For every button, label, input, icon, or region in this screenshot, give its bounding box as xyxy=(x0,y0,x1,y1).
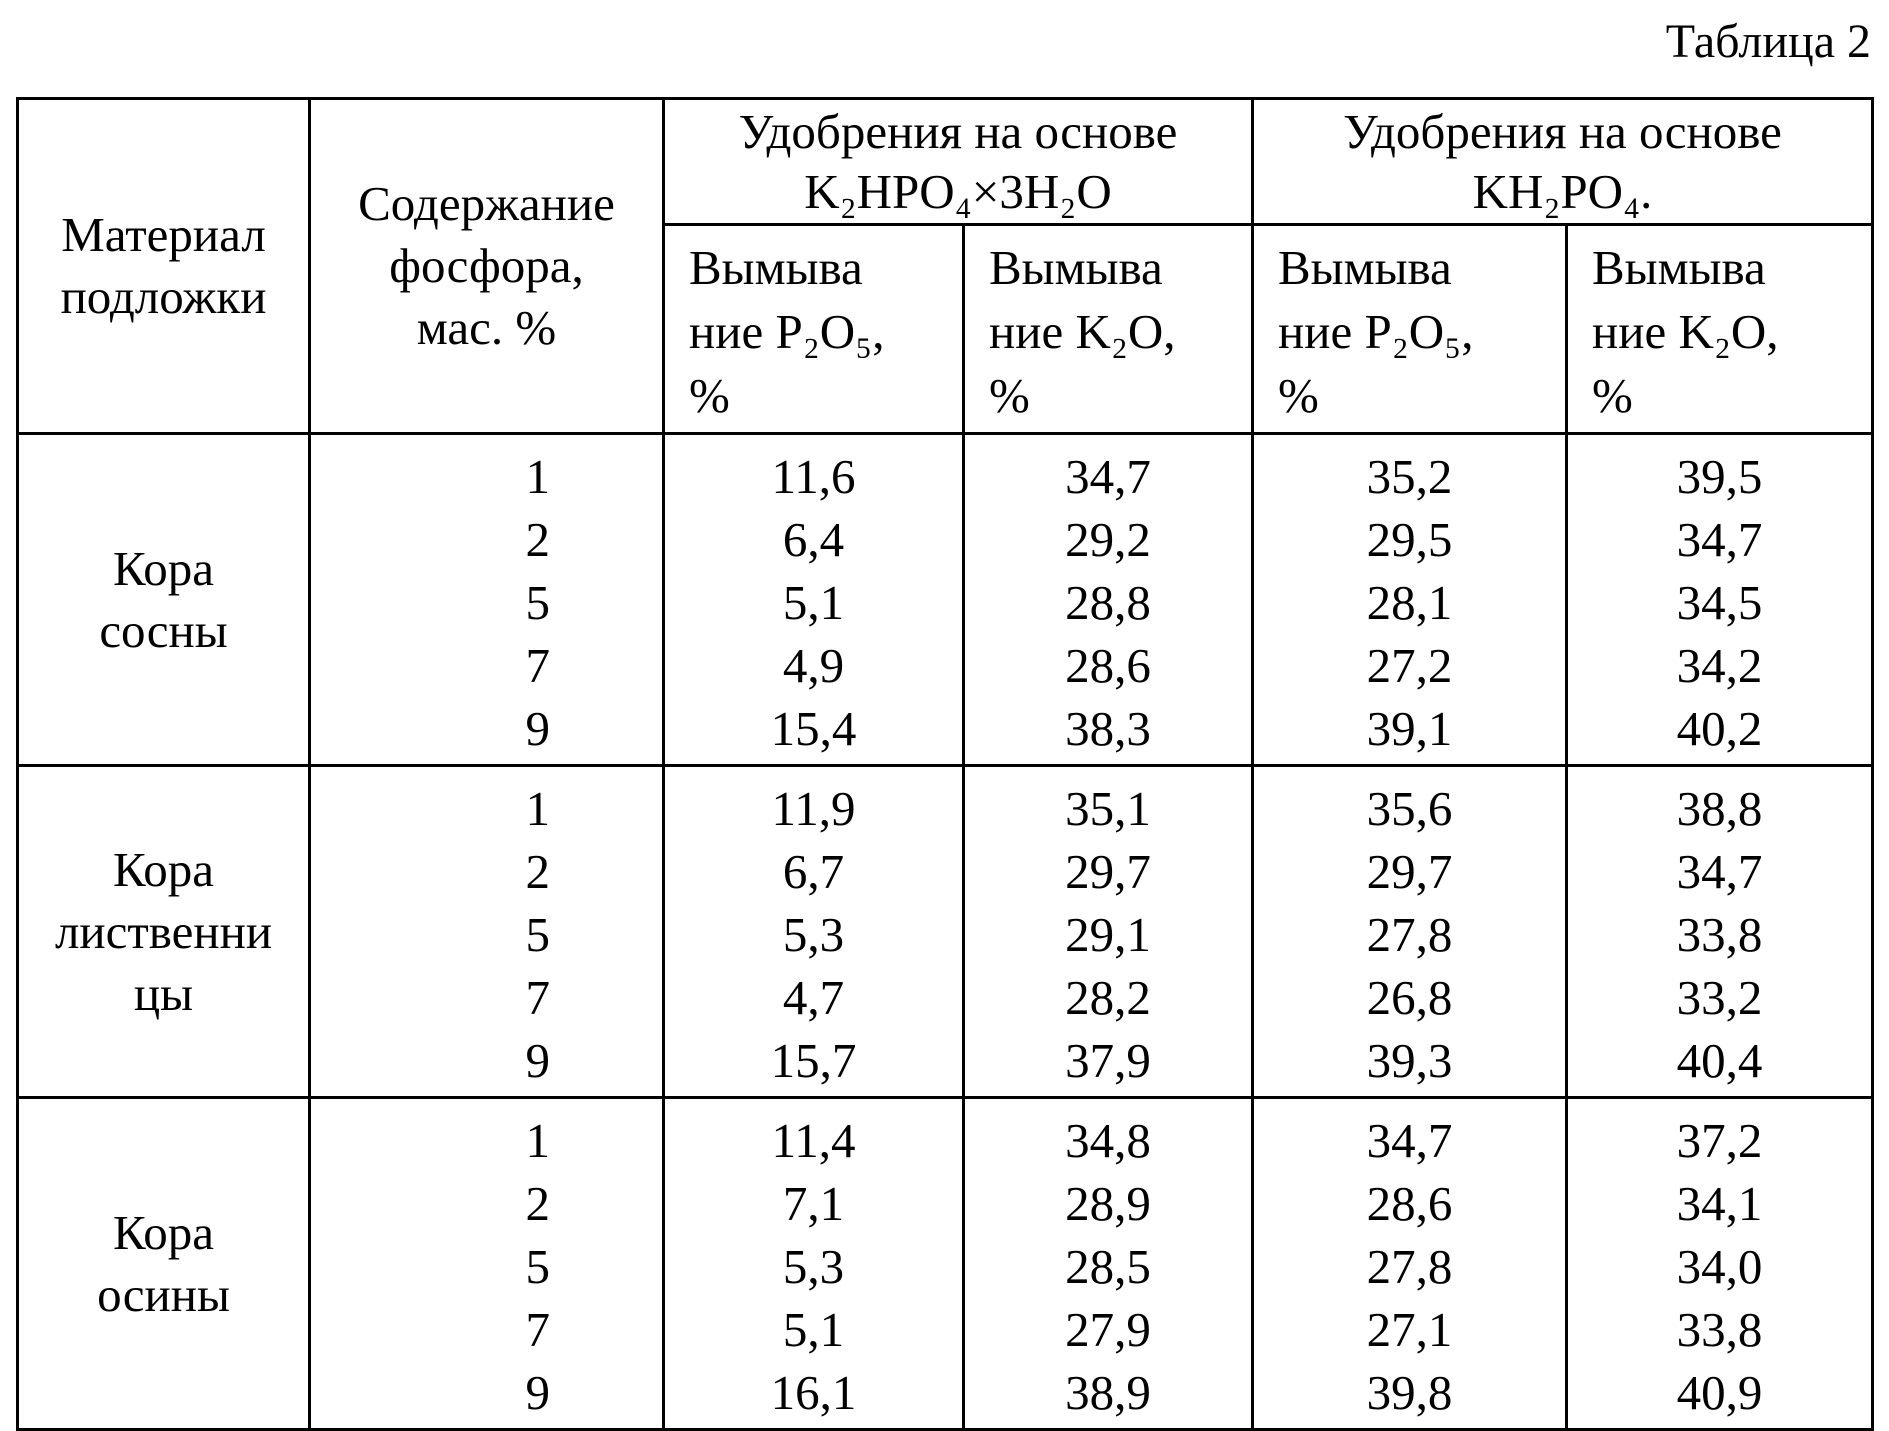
table-value: 28,6 xyxy=(1065,638,1151,693)
table-value: 39,3 xyxy=(1366,1033,1453,1088)
table-value: 39,8 xyxy=(1366,1365,1453,1420)
table-value: 28,8 xyxy=(1065,575,1151,630)
table-value: 34,2 xyxy=(1676,638,1763,693)
table-value: 40,2 xyxy=(1676,701,1763,756)
table-value: 33,8 xyxy=(1676,1302,1763,1357)
table-value: 27,1 xyxy=(1366,1302,1453,1357)
table-value: 40,4 xyxy=(1676,1033,1763,1088)
table-value: 34,8 xyxy=(1065,1113,1151,1168)
table-value: 1 xyxy=(525,1113,550,1168)
table-value: 16,1 xyxy=(770,1365,857,1420)
material-cell: Кора лиственни цы xyxy=(18,766,310,1098)
values-cell-g2-k2o xyxy=(1567,766,1873,1098)
table-value: 4,7 xyxy=(782,970,845,1025)
table-value: 6,7 xyxy=(782,844,845,899)
table-value: 33,8 xyxy=(1676,907,1763,962)
material-cell: Кора осины xyxy=(18,1098,310,1430)
values-cell-g1-k2o xyxy=(964,766,1253,1098)
table-value: 7 xyxy=(525,638,550,693)
values-cell-g1-k2o xyxy=(964,1098,1253,1430)
header-g1-p2o5: Вымыва ние P₂O₅, % xyxy=(664,225,964,434)
header-g1-k2o: Вымыва ние K₂O, % xyxy=(964,225,1253,434)
table-value: 15,4 xyxy=(770,701,857,756)
table-value: 28,6 xyxy=(1366,1176,1453,1231)
values-cell-g2-p2o5 xyxy=(1253,766,1567,1098)
table-value: 5,1 xyxy=(782,1302,845,1357)
table-value: 37,9 xyxy=(1065,1033,1151,1088)
table-value: 34,0 xyxy=(1676,1239,1763,1294)
table-row xyxy=(18,434,1873,766)
values-cell-g2-k2o xyxy=(1567,1098,1873,1430)
values-cell-phosphorus xyxy=(310,1098,664,1430)
table-value: 34,7 xyxy=(1065,449,1151,504)
table-value: 5,3 xyxy=(782,907,845,962)
table-value: 35,2 xyxy=(1366,449,1453,504)
table-row xyxy=(18,1098,1873,1430)
header-g2-k2o: Вымыва ние K₂O, % xyxy=(1567,225,1873,434)
table-value: 27,2 xyxy=(1366,638,1453,693)
values-cell-g2-p2o5 xyxy=(1253,434,1567,766)
table-value: 39,5 xyxy=(1676,449,1763,504)
table-value: 9 xyxy=(525,1033,550,1088)
table-value: 29,5 xyxy=(1366,512,1453,567)
table-value: 29,7 xyxy=(1065,844,1151,899)
table-value: 27,8 xyxy=(1366,907,1453,962)
table-value: 29,2 xyxy=(1065,512,1151,567)
table-value: 4,9 xyxy=(782,638,845,693)
table-value: 2 xyxy=(525,1176,550,1231)
table-value: 27,8 xyxy=(1366,1239,1453,1294)
table-value: 40,9 xyxy=(1676,1365,1763,1420)
table-value: 28,2 xyxy=(1065,970,1151,1025)
table-value: 34,5 xyxy=(1676,575,1763,630)
values-cell-g2-k2o xyxy=(1567,434,1873,766)
values-cell-g2-p2o5 xyxy=(1253,1098,1567,1430)
table-value: 5 xyxy=(525,575,550,630)
header-row-1 xyxy=(18,99,1873,225)
header-phosphorus: Содержание фосфора, мас. % xyxy=(310,99,664,434)
table-value: 27,9 xyxy=(1065,1302,1151,1357)
table-value: 35,6 xyxy=(1366,781,1453,836)
header-group-k2hpo4: Удобрения на основе K₂HPO₄×3H₂O xyxy=(664,99,1253,225)
table-value: 38,8 xyxy=(1676,781,1763,836)
table-value: 6,4 xyxy=(782,512,845,567)
table-value: 5,1 xyxy=(782,575,845,630)
table-value: 9 xyxy=(525,1365,550,1420)
values-cell-phosphorus xyxy=(310,434,664,766)
table-value: 34,7 xyxy=(1366,1113,1453,1168)
table-value: 29,1 xyxy=(1065,907,1151,962)
table-value: 39,1 xyxy=(1366,701,1453,756)
table-value: 7 xyxy=(525,1302,550,1357)
table-value: 11,9 xyxy=(771,781,856,836)
values-cell-g1-p2o5 xyxy=(664,434,964,766)
table-value: 28,1 xyxy=(1366,575,1453,630)
table-value: 1 xyxy=(525,781,550,836)
table-caption: Таблица 2 xyxy=(1665,15,1871,68)
material-cell: Кора сосны xyxy=(18,434,310,766)
table-value: 9 xyxy=(525,701,550,756)
values-cell-g1-k2o xyxy=(964,434,1253,766)
table-value: 11,6 xyxy=(771,449,856,504)
header-material: Материал подложки xyxy=(18,99,310,434)
data-table xyxy=(16,97,1874,1431)
values-cell-g1-p2o5 xyxy=(664,766,964,1098)
table-value: 34,1 xyxy=(1676,1176,1763,1231)
table-value: 7,1 xyxy=(782,1176,845,1231)
table-value: 26,8 xyxy=(1366,970,1453,1025)
table-value: 37,2 xyxy=(1676,1113,1763,1168)
values-cell-phosphorus xyxy=(310,766,664,1098)
header-g2-p2o5: Вымыва ние P₂O₅, % xyxy=(1253,225,1567,434)
table-value: 5 xyxy=(525,907,550,962)
header-group-kh2po4: Удобрения на основе KH₂PO₄. xyxy=(1253,99,1873,225)
table-value: 28,5 xyxy=(1065,1239,1151,1294)
table-value: 29,7 xyxy=(1366,844,1453,899)
table-value: 7 xyxy=(525,970,550,1025)
values-cell-g1-p2o5 xyxy=(664,1098,964,1430)
table-value: 5,3 xyxy=(782,1239,845,1294)
table-row xyxy=(18,766,1873,1098)
table-value: 33,2 xyxy=(1676,970,1763,1025)
table-value: 15,7 xyxy=(770,1033,857,1088)
table-value: 1 xyxy=(525,449,550,504)
table-value: 5 xyxy=(525,1239,550,1294)
table-value: 28,9 xyxy=(1065,1176,1151,1231)
table-value: 2 xyxy=(525,844,550,899)
table-value: 34,7 xyxy=(1676,512,1763,567)
table-value: 2 xyxy=(525,512,550,567)
table-value: 35,1 xyxy=(1065,781,1151,836)
table-value: 38,9 xyxy=(1065,1365,1151,1420)
table-value: 34,7 xyxy=(1676,844,1763,899)
table-value: 11,4 xyxy=(771,1113,856,1168)
table-value: 38,3 xyxy=(1065,701,1151,756)
